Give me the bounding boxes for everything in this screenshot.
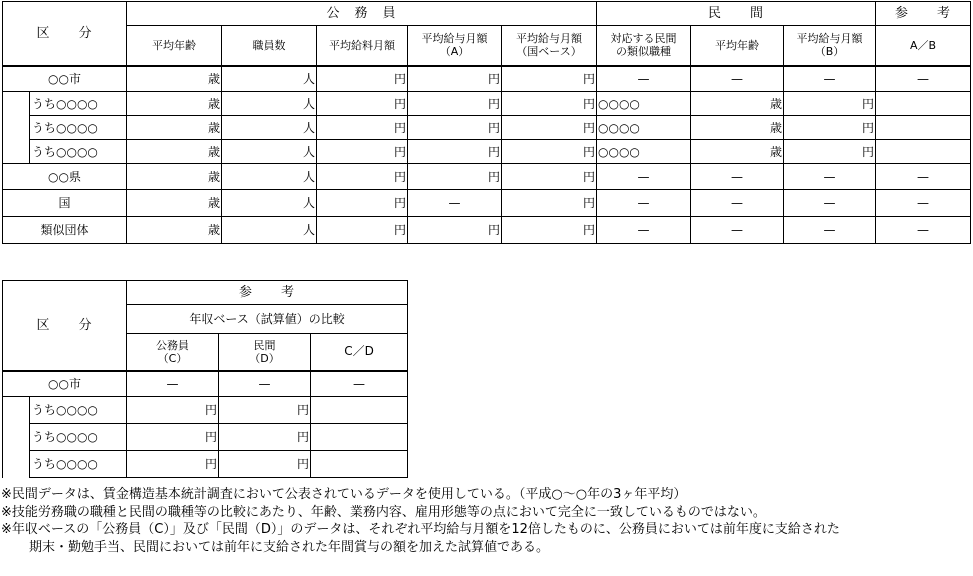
cell: 円 — [219, 397, 311, 424]
cell: 円 — [408, 116, 502, 140]
row-label: うち○○○○ — [30, 424, 127, 451]
cell: 円 — [317, 116, 408, 140]
cell: 人 — [222, 217, 317, 244]
cell: 円 — [502, 164, 597, 190]
table-row — [3, 190, 971, 217]
cell: 歳 — [691, 92, 784, 116]
cell: 円 — [408, 164, 502, 190]
cell: 円 — [502, 92, 597, 116]
cell: 円 — [219, 451, 311, 478]
cell: 円 — [784, 92, 876, 116]
table-row — [3, 217, 971, 244]
cell: 歳 — [127, 217, 222, 244]
cell: 円 — [317, 140, 408, 164]
footnote: ※年収ベースの「公務員（C）」及び「民間（D）」のデータは、それぞれ平均給与月額を12倍したものに、公務員においては前年度に支給された — [1, 522, 840, 537]
cell — [876, 92, 971, 116]
cell: 人 — [222, 116, 317, 140]
table-row — [3, 116, 971, 140]
cell: 円 — [317, 66, 408, 92]
cell: — — [784, 164, 876, 190]
table-row — [3, 424, 408, 451]
cell: 円 — [502, 140, 597, 164]
cell: — — [597, 217, 691, 244]
cell: 歳 — [127, 116, 222, 140]
cell — [311, 451, 408, 478]
public-group-header: 公 務 員 — [127, 2, 597, 26]
kubun-header: 区 分 — [3, 281, 127, 371]
row-label: うち○○○○ — [30, 116, 127, 140]
cell: 円 — [408, 140, 502, 164]
col-private-similar-job: 対応する民間 の類似職種 — [597, 26, 691, 66]
table-row — [3, 66, 971, 92]
cell: 人 — [222, 164, 317, 190]
col-public-avg-salary-a: 平均給与月額 （A） — [408, 26, 502, 66]
footnote: ※民間データは、賃金構造基本統計調査において公表されているデータを使用している。（平成○～○年の3ヶ年平均） — [1, 487, 687, 502]
indent-spacer — [3, 397, 30, 478]
col-private-avg-age: 平均年齢 — [691, 26, 784, 66]
row-label: うち○○○○ — [30, 451, 127, 478]
cell — [876, 116, 971, 140]
row-label: 国 — [3, 190, 127, 217]
cell: — — [127, 371, 219, 397]
table-row — [3, 397, 408, 424]
table-row — [3, 451, 408, 478]
cell: — — [691, 66, 784, 92]
cell — [876, 140, 971, 164]
col-public-avg-salary-national: 平均給与月額 （国ベース） — [502, 26, 597, 66]
col-ref-a-over-b: A／B — [876, 26, 971, 66]
cell: 円 — [127, 397, 219, 424]
cell: ○○○○ — [597, 116, 691, 140]
cell: 人 — [222, 92, 317, 116]
cell: — — [691, 190, 784, 217]
cell: 人 — [222, 140, 317, 164]
table-row — [3, 371, 408, 397]
reference-group-header: 参 考 — [876, 2, 971, 26]
cell: 歳 — [691, 116, 784, 140]
cell: 人 — [222, 190, 317, 217]
col-public-staff-count: 職員数 — [222, 26, 317, 66]
cell: 円 — [502, 190, 597, 217]
kubun-header: 区 分 — [3, 2, 127, 66]
cell: — — [876, 190, 971, 217]
cell: — — [876, 217, 971, 244]
col-public-c: 公務員 （C） — [127, 334, 219, 371]
cell — [311, 424, 408, 451]
cell: ○○○○ — [597, 140, 691, 164]
cell: 円 — [127, 424, 219, 451]
cell: 円 — [317, 217, 408, 244]
cell: 円 — [317, 190, 408, 217]
cell: 円 — [127, 451, 219, 478]
row-label: うち○○○○ — [30, 92, 127, 116]
annual-income-subtitle: 年収ベース（試算値）の比較 — [127, 305, 408, 334]
reference-group-header: 参 考 — [127, 281, 408, 305]
cell: 円 — [502, 217, 597, 244]
cell: 人 — [222, 66, 317, 92]
footnote: ※技能労務職の職種と民間の職種等の比較にあたり、年齢、業務内容、雇用形態等の点において完全に一致しているものではない。 — [1, 504, 766, 520]
cell: 歳 — [127, 164, 222, 190]
cell: 歳 — [691, 140, 784, 164]
row-label: 類似団体 — [3, 217, 127, 244]
cell: — — [784, 66, 876, 92]
cell: 円 — [502, 66, 597, 92]
cell: — — [597, 66, 691, 92]
row-label: ○○市 — [3, 66, 127, 92]
cell: ○○○○ — [597, 92, 691, 116]
cell: 円 — [408, 217, 502, 244]
table-row — [3, 92, 971, 116]
cell: 円 — [317, 164, 408, 190]
table-row — [3, 164, 971, 190]
row-label: うち○○○○ — [30, 397, 127, 424]
cell: 円 — [502, 116, 597, 140]
cell: 円 — [408, 66, 502, 92]
row-label: ○○県 — [3, 164, 127, 190]
cell — [311, 397, 408, 424]
private-group-header: 民 間 — [597, 2, 876, 26]
col-c-over-d: C／D — [311, 334, 408, 371]
cell: — — [408, 190, 502, 217]
cell: 円 — [408, 92, 502, 116]
cell: — — [311, 371, 408, 397]
cell: — — [876, 164, 971, 190]
table-row — [3, 140, 971, 164]
row-label: ○○市 — [3, 371, 127, 397]
cell: 歳 — [127, 190, 222, 217]
salary-comparison-table — [2, 1, 971, 244]
col-public-avg-age: 平均年齢 — [127, 26, 222, 66]
cell: 円 — [784, 140, 876, 164]
indent-spacer — [3, 92, 30, 164]
cell: — — [219, 371, 311, 397]
cell: — — [784, 190, 876, 217]
footnote-continuation: 期末・勤勉手当、民間においては前年に支給された年間賞与の額を加えた試算値である。 — [29, 539, 550, 555]
row-label: うち○○○○ — [30, 140, 127, 164]
col-private-avg-salary-b: 平均給与月額 （B） — [784, 26, 876, 66]
cell: — — [597, 164, 691, 190]
annual-income-comparison-table — [2, 280, 408, 478]
cell: — — [597, 190, 691, 217]
col-public-avg-base-pay: 平均給料月額 — [317, 26, 408, 66]
cell: — — [784, 217, 876, 244]
col-private-d: 民間 （D） — [219, 334, 311, 371]
cell: 歳 — [127, 92, 222, 116]
cell: 歳 — [127, 140, 222, 164]
cell: 円 — [219, 424, 311, 451]
cell: 歳 — [127, 66, 222, 92]
footnotes — [1, 486, 973, 556]
cell: 円 — [784, 116, 876, 140]
cell: 円 — [317, 92, 408, 116]
cell: — — [876, 66, 971, 92]
cell: — — [691, 217, 784, 244]
cell: — — [691, 164, 784, 190]
